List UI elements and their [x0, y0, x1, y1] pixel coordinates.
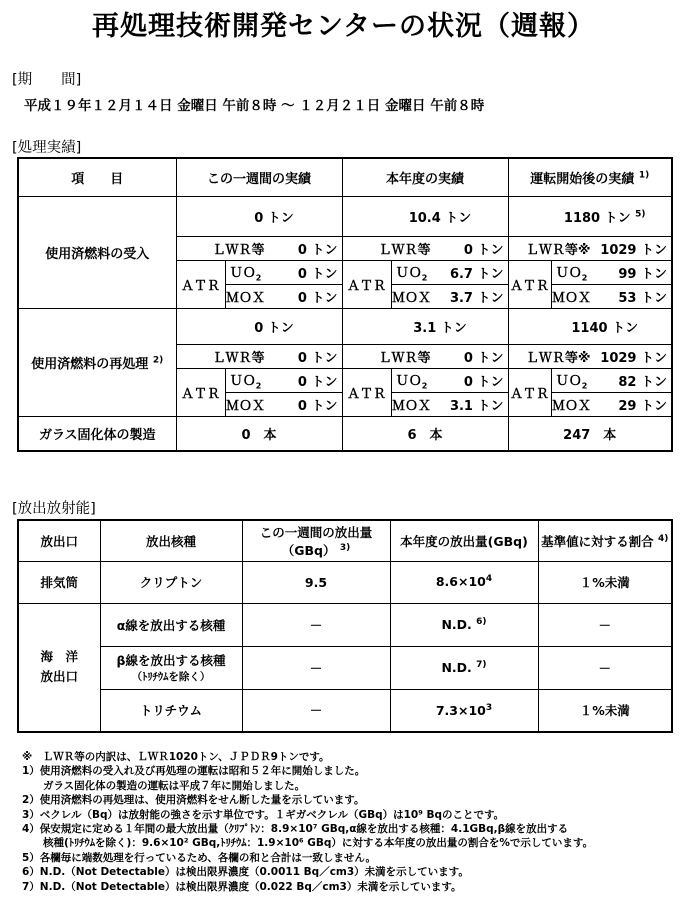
reprocess-label: 使用済燃料の再処理 $^{2)}$ — [18, 309, 176, 417]
glass-label: ガラス固化体の製造 — [18, 417, 176, 451]
footnote: ガラス固化体の製造の運転は平成７年に開始しました。 — [22, 779, 306, 792]
alpha-year: N.D. $^{6)}$ — [390, 603, 538, 646]
footnote: 3）ベクレル（Bq）は放射能の強さを示す単位です。１ギガベクレル（GBq）は10⁹ Bqのことです。 — [22, 808, 505, 821]
footnote: 1）使用済燃料の受入れ及び再処理の運転は昭和５２年に開始しました。 — [22, 765, 366, 778]
period-text: 平成１９年１２月１４日 金曜日 午前８時 ～ １２月２１日 金曜日 午前８時 — [24, 98, 485, 114]
header-week-release: この一週間の放出量（GBq） $^{3)}$ — [242, 520, 390, 561]
processing-table — [17, 157, 673, 452]
alpha-label: α線を放出する核種 — [100, 603, 242, 646]
period-heading: [期 間] — [12, 72, 82, 88]
header-ratio: 基準値に対する割合 $^{4)}$ — [538, 520, 672, 561]
footnotes — [22, 750, 593, 894]
footnote: 7）N.D.（Not Detectable）は検出限界濃度（0.022 Bq／cm3）未満を示しています。 — [22, 880, 462, 893]
reprocess-total-week: 0 トン — [176, 309, 342, 345]
footnote: ※ ＬＷＲ等の内訳は、ＬＷＲ1020トン、ＪＰＤＲ9トンです。 — [22, 751, 330, 763]
receipt-atr-week: ＡＴＲ ＵＯ$_2$ 0 トン ＭＯＸ 0 トン — [176, 261, 342, 309]
krypton-label: クリプトン — [100, 561, 242, 603]
radiation-header-row — [18, 520, 672, 561]
reprocess-total-all: 1140 トン — [508, 309, 672, 345]
beta-year: N.D. $^{7)}$ — [390, 646, 538, 689]
beta-label: β線を放出する核種 （ﾄﾘﾁｳﾑを除く） — [100, 646, 242, 689]
krypton-ratio: １%未満 — [538, 561, 672, 603]
receipt-total-year: 10.4 トン — [342, 197, 508, 237]
receipt-total-week: 0 トン — [176, 197, 342, 237]
processing-heading: [処理実績] — [12, 140, 82, 156]
header-outlet: 放出口 — [18, 520, 100, 561]
krypton-week: 9.5 — [242, 561, 390, 603]
tritium-week: － — [242, 689, 390, 732]
reprocess-lwr-week: ＬＷＲ等 0 トン — [176, 345, 342, 369]
glass-all: 247 本 — [508, 417, 672, 451]
radiation-heading: [放出放射能] — [12, 501, 96, 517]
radiation-table — [17, 519, 673, 733]
header-item: 項 目 — [18, 158, 176, 197]
processing-header-row — [18, 158, 672, 197]
glass-week: 0 本 — [176, 417, 342, 451]
footnote: 6）N.D.（Not Detectable）は検出限界濃度（0.0011 Bq／cm3）未満を示しています。 — [22, 866, 469, 879]
receipt-atr-year: ＡＴＲ ＵＯ$_2$ 6.7 トン ＭＯＸ 3.7 トン — [342, 261, 508, 309]
receipt-total-all: 1180 トン $^{5)}$ — [508, 197, 672, 237]
receipt-lwr-week: ＬＷＲ等 0 トン — [176, 237, 342, 261]
header-year: 本年度の実績 — [342, 158, 508, 197]
reprocess-total-year: 3.1 トン — [342, 309, 508, 345]
tritium-row — [18, 689, 672, 732]
beta-ratio: － — [538, 646, 672, 689]
tritium-label: トリチウム — [100, 689, 242, 732]
stack-row — [18, 561, 672, 603]
header-nuclide: 放出核種 — [100, 520, 242, 561]
receipt-atr-all: ＡＴＲ ＵＯ$_2$ 99 トン ＭＯＸ 53 トン — [508, 261, 672, 309]
tritium-year: $7.3\times 10^3$ — [390, 689, 538, 732]
beta-row — [18, 646, 672, 689]
footnote: 2）使用済燃料の再処理は、使用済燃料をせん断した量を示しています。 — [22, 794, 365, 807]
page-title: 再処理技術開発センターの状況（週報） — [92, 11, 595, 42]
reprocess-atr-year: ＡＴＲ ＵＯ$_2$ 0 トン ＭＯＸ 3.1 トン — [342, 369, 508, 417]
header-total: 運転開始後の実績 $^{1)}$ — [508, 158, 672, 197]
receipt-lwr-all: ＬＷＲ等※ 1029 トン — [508, 237, 672, 261]
footnote: 4）保安規定に定める１年間の最大放出量（ｸﾘﾌﾟﾄﾝ：8.9×10⁷ GBq,α線を放出する核種：4.1GBq,β線を放出する — [22, 823, 569, 836]
reprocess-atr-all: ＡＴＲ ＵＯ$_2$ 82 トン ＭＯＸ 29 トン — [508, 369, 672, 417]
beta-week: － — [242, 646, 390, 689]
footnote: 核種(ﾄﾘﾁｳﾑを除く)：9.6×10² GBq,ﾄﾘﾁｳﾑ：1.9×10⁶ GBq）に対する本年度の放出量の割合を%で示しています。 — [22, 837, 594, 850]
reprocess-atr-week: ＡＴＲ ＵＯ$_2$ 0 トン ＭＯＸ 0 トン — [176, 369, 342, 417]
header-week: この一週間の実績 — [176, 158, 342, 197]
reprocess-lwr-year: ＬＷＲ等 0 トン — [342, 345, 508, 369]
tritium-ratio: １%未満 — [538, 689, 672, 732]
alpha-row — [18, 603, 672, 646]
alpha-ratio: － — [538, 603, 672, 646]
glass-year: 6 本 — [342, 417, 508, 451]
header-year-release: 本年度の放出量(GBq) — [390, 520, 538, 561]
alpha-week: － — [242, 603, 390, 646]
footnote: 5）各欄毎に端数処理を行っているため、各欄の和と合計は一致しません。 — [22, 851, 377, 864]
krypton-year: $8.6\times 10^4$ — [390, 561, 538, 603]
reprocess-lwr-all: ＬＷＲ等※ 1029 トン — [508, 345, 672, 369]
receipt-label: 使用済燃料の受入 — [18, 197, 176, 309]
stack-label: 排気筒 — [18, 561, 100, 603]
ocean-outlet-label: 海 洋 放出口 — [18, 603, 100, 732]
receipt-lwr-year: ＬＷＲ等 0 トン — [342, 237, 508, 261]
